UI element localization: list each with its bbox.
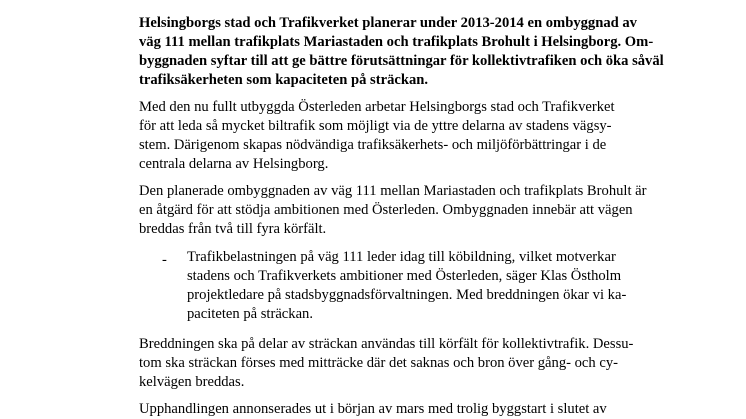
- intro-line: byggnaden syftar till att ge bättre förutsättningar för kollektivtrafiken och öka såväl: [139, 53, 664, 69]
- bullet-line: Trafikbelastningen på väg 111 leder idag till köbildning, vilket motverkar: [187, 249, 616, 265]
- intro-line: Helsingborgs stad och Trafikverket planerar under 2013-2014 en ombyggnad av: [139, 15, 637, 31]
- bullet-quote: [187, 248, 627, 324]
- paragraph-line: Med den nu fullt utbyggda Österleden arbetar Helsingborgs stad och Trafikverket: [139, 99, 615, 115]
- bullet-marker: -: [162, 252, 167, 268]
- body-paragraph-4: [139, 400, 619, 419]
- body-paragraph-1: [139, 98, 619, 174]
- paragraph-line: breddas från två till fyra körfält.: [139, 221, 327, 237]
- intro-line: trafiksäkerheten som kapaciteten på sträckan.: [139, 72, 429, 88]
- paragraph-line: kelvägen breddas.: [139, 374, 245, 390]
- intro-paragraph: [139, 14, 664, 90]
- body-paragraph-2: [139, 182, 647, 239]
- paragraph-line: stem. Därigenom skapas nödvändiga trafiksäkerhets- och miljöförbättringar i de: [139, 137, 607, 153]
- bullet-line: projektledare på stadsbyggnadsförvaltningen. Med breddningen ökar vi ka-: [187, 287, 627, 303]
- paragraph-line: en åtgärd för att stödja ambitionen med Österleden. Ombyggnaden innebär att vägen: [139, 202, 633, 218]
- intro-line: väg 111 mellan trafikplats Mariastaden och trafikplats Brohult i Helsingborg. Om-: [139, 34, 654, 50]
- body-paragraph-3: [139, 335, 634, 392]
- paragraph-line: tom ska sträckan förses med mitträcke där det saknas och bron över gång- och cy-: [139, 355, 618, 371]
- paragraph-line: Den planerade ombyggnaden av väg 111 mellan Mariastaden och trafikplats Brohult är: [139, 183, 647, 199]
- paragraph-line: Breddningen ska på delar av sträckan användas till körfält för kollektivtrafik. Dessu-: [139, 336, 634, 352]
- paragraph-line: centrala delarna av Helsingborg.: [139, 156, 329, 172]
- paragraph-line: Upphandlingen annonserades ut i början av mars med trolig byggstart i slutet av: [139, 401, 607, 417]
- bullet-line: stadens och Trafikverkets ambitioner med Österleden, säger Klas Östholm: [187, 268, 622, 284]
- paragraph-line: för att leda så mycket biltrafik som möjligt via de yttre delarna av stadens vägsy-: [139, 118, 612, 134]
- bullet-line: paciteten på sträckan.: [187, 306, 314, 322]
